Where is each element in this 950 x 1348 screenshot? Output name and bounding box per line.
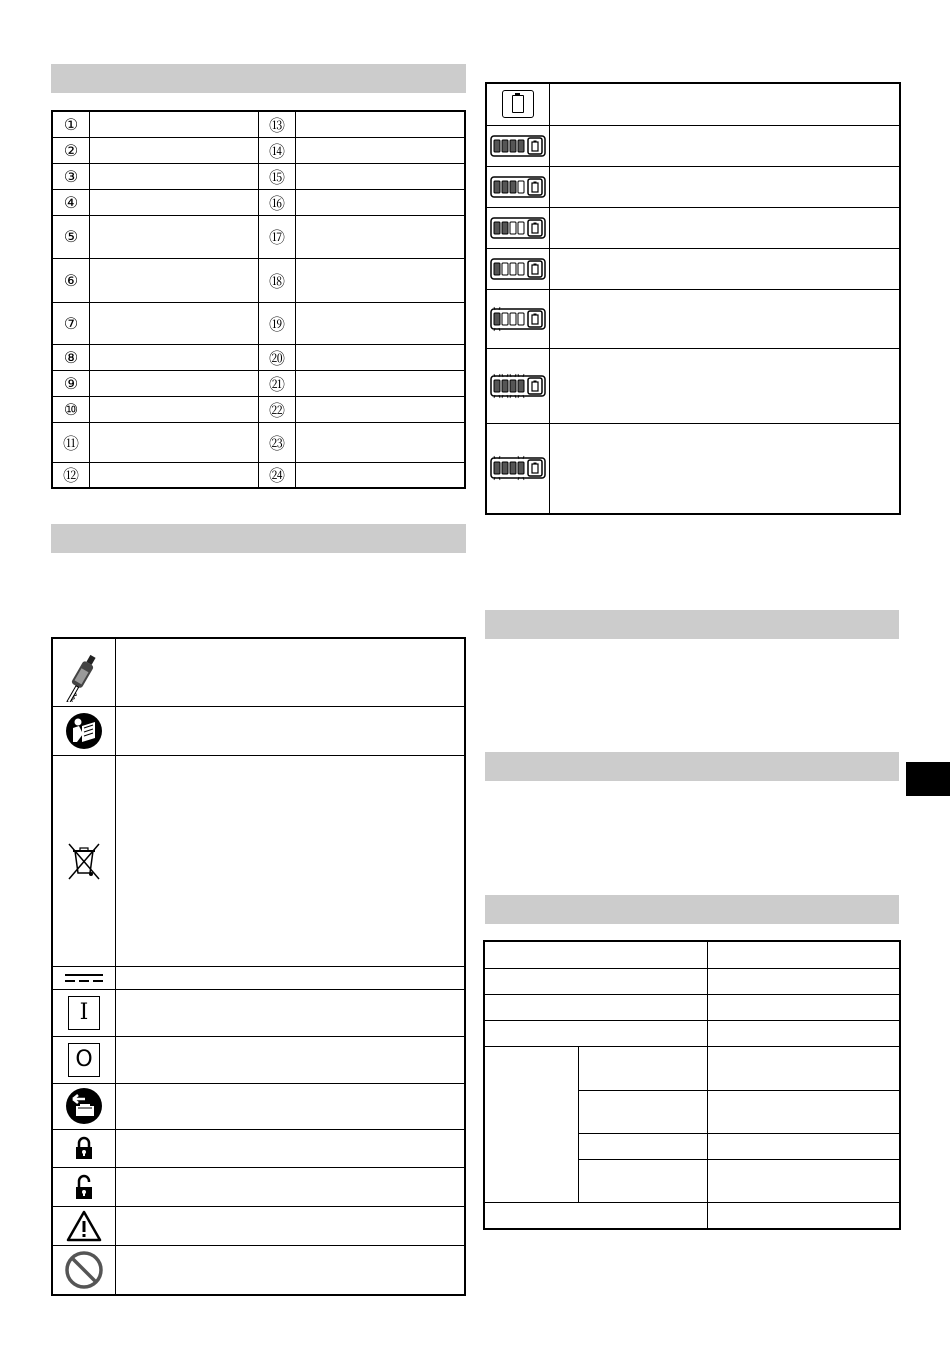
part-number: ⑭: [259, 137, 296, 163]
battery-level-1-icon: [490, 257, 546, 281]
remove-battery-icon: [65, 1087, 103, 1125]
part-number: ②: [52, 137, 90, 163]
reciprocating-saw-icon: [64, 642, 104, 702]
part-number: ⑬: [259, 111, 296, 137]
specification-table: [483, 940, 901, 1230]
parts-table: [51, 110, 466, 489]
crossed-bin-icon: [64, 841, 104, 881]
battery-empty-icon: [502, 90, 534, 118]
part-number: ⑮: [259, 163, 296, 189]
section-header-bar: [51, 524, 466, 553]
part-number: ⑦: [52, 302, 90, 344]
battery-indicator-table: [485, 82, 901, 515]
section-header-bar: [485, 610, 899, 639]
part-number: ③: [52, 163, 90, 189]
section-header-bar: [51, 64, 466, 93]
warning-triangle-icon: [66, 1210, 102, 1242]
battery-level-4-icon: [490, 134, 546, 158]
language-tab: [906, 762, 950, 796]
part-number: ㉑: [259, 370, 296, 396]
dc-symbol-icon: [64, 972, 104, 984]
part-number: ①: [52, 111, 90, 137]
part-number: ㉓: [259, 422, 296, 462]
part-number: ⑯: [259, 189, 296, 215]
part-number: ⑩: [52, 396, 90, 422]
battery-blink-1-icon: [490, 302, 546, 336]
section-header-bar: [485, 895, 899, 924]
part-number: ⑲: [259, 302, 296, 344]
part-number: ⑨: [52, 370, 90, 396]
battery-blink-alt-icon: [490, 451, 546, 485]
part-number: ⑤: [52, 215, 90, 258]
part-number: ⑪: [52, 422, 90, 462]
part-number: ⑫: [52, 462, 90, 488]
battery-level-3-icon: [490, 175, 546, 199]
part-number: ㉒: [259, 396, 296, 422]
unlock-icon: [74, 1174, 94, 1200]
part-number: ㉔: [259, 462, 296, 488]
lock-icon: [74, 1136, 94, 1160]
symbols-table: [51, 637, 466, 1296]
part-number: ⑧: [52, 344, 90, 370]
part-number: ⑳: [259, 344, 296, 370]
section-header-bar: [485, 752, 899, 781]
battery-level-2-icon: [490, 216, 546, 240]
part-number: ⑥: [52, 258, 90, 302]
part-number: ⑰: [259, 215, 296, 258]
prohibition-icon: [64, 1250, 104, 1290]
part-number: ④: [52, 189, 90, 215]
part-number: ⑱: [259, 258, 296, 302]
switch-off-icon: O: [68, 1043, 100, 1077]
read-manual-icon: [65, 712, 103, 750]
battery-blink-all-icon: [490, 369, 546, 403]
switch-on-icon: I: [68, 996, 100, 1030]
